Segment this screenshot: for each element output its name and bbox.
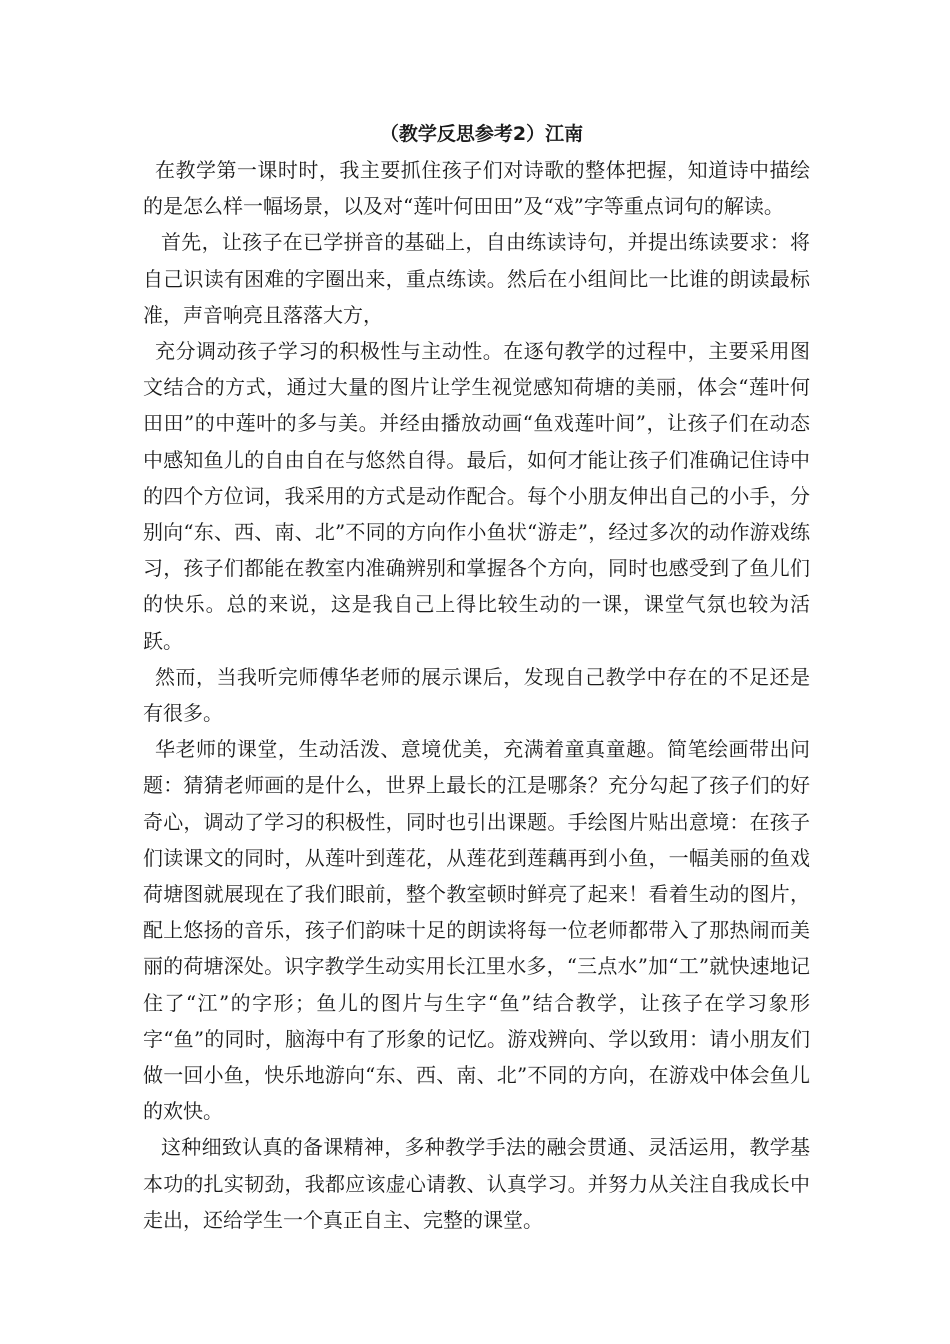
paragraph-1: 在教学第一课时时，我主要抓住孩子们对诗歌的整体把握，知道诗中描绘的是怎么样一幅场景，以及对“莲叶何田田”及“戏”字等重点词句的解读。 xyxy=(143,158,810,219)
paragraph-2: 首先，让孩子在已学拼音的基础上，自由练读诗句，并提出练读要求：将自己识读有困难的字圈出来，重点练读。然后在小组间比一比谁的朗读最标准，声音响亮且落落大方， xyxy=(143,230,810,327)
document-body xyxy=(143,116,810,1238)
document-title: （教学反思参考2）江南 xyxy=(379,123,584,145)
paragraph-5: 华老师的课堂，生动活泼、意境优美，充满着童真童趣。简笔绘画带出问题：猜猜老师画的是什么，世界上最长的江是哪条？充分勾起了孩子们的好奇心，调动了学习的积极性，同时也引出课题。手绘图片贴出意境：在孩子们读课文的同时，从莲叶到莲花，从莲花到莲藕再到小鱼，一幅美丽的鱼戏荷塘图就展现在了我们眼前，整个教室顿时鲜亮了起来！看着生动的图片，配上悠扬的音乐，孩子们韵味十足的朗读将每一位老师都带入了那热闹而美丽的荷塘深处。识字教学生动实用长江里水多，“三点水”加“工”就快速地记住了“江”的字形；鱼儿的图片与生字“鱼”结合教学，让孩子在学习象形字“鱼”的同时，脑海中有了形象的记忆。游戏辨向、学以致用：请小朋友们做一回小鱼，快乐地游向“东、西、南、北”不同的方向，在游戏中体会鱼儿的欢快。 xyxy=(143,737,810,1124)
paragraph-3: 充分调动孩子学习的积极性与主动性。在逐句教学的过程中，主要采用图文结合的方式，通过大量的图片让学生视觉感知荷塘的美丽，体会“莲叶何田田”的中莲叶的多与美。并经由播放动画“鱼戏莲叶间”，让孩子们在动态中感知鱼儿的自由自在与悠然自得。最后，如何才能让孩子们准确记住诗中的四个方位词，我采用的方式是动作配合。每个小朋友伸出自己的小手，分别向“东、西、南、北”不同的方向作小鱼状“游走”，经过多次的动作游戏练习，孩子们都能在教室内准确辨别和掌握各个方向，同时也感受到了鱼儿们的快乐。总的来说，这是我自己上得比较生动的一课，课堂气氛也较为活跃。 xyxy=(143,339,810,653)
paragraph-6: 这种细致认真的备课精神，多种教学手法的融会贯通、灵活运用，教学基本功的扎实韧劲，我都应该虚心请教、认真学习。并努力从关注自我成长中走出，还给学生一个真正自主、完整的课堂。 xyxy=(143,1135,810,1232)
paragraph-4: 然而，当我听完师傅华老师的展示课后，发现自己教学中存在的不足还是有很多。 xyxy=(143,664,810,726)
